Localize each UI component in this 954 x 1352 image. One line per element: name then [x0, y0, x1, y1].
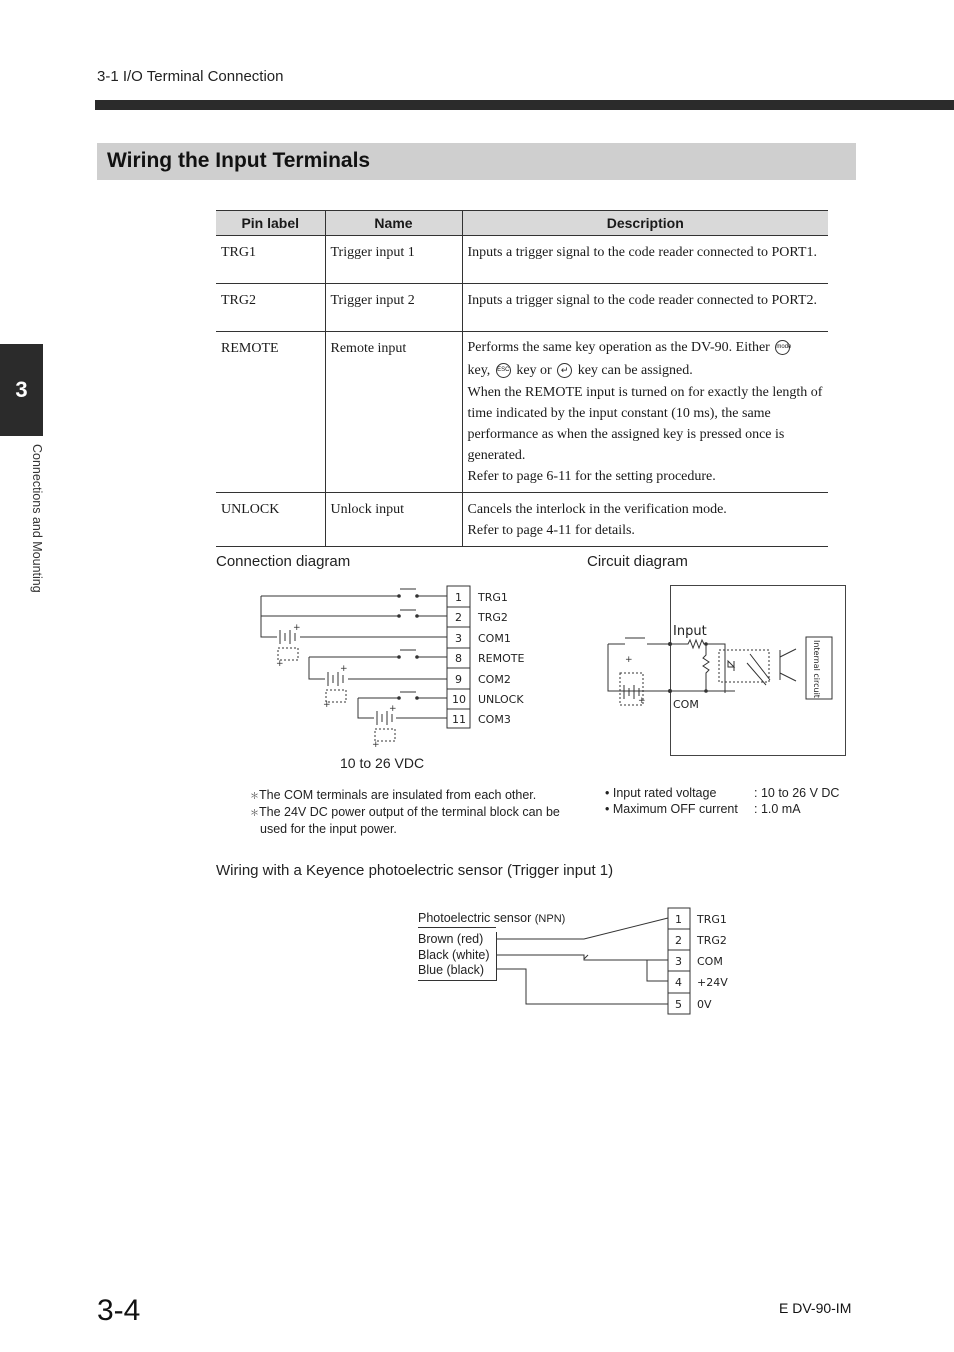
- internal-circuit-label: Internal circuit: [812, 640, 821, 698]
- spec-name: • Input rated voltage: [605, 786, 717, 800]
- description-text: Cancels the interlock in the verification mode.: [467, 502, 727, 517]
- terminal-number: 9: [455, 673, 462, 686]
- com-label: COM: [673, 698, 699, 711]
- svg-text:+: +: [323, 700, 331, 710]
- esc-key-icon: ESC: [496, 363, 511, 378]
- terminal-label: COM: [697, 955, 723, 968]
- voltage-label: 10 to 26 VDC: [340, 755, 425, 771]
- table-row: [216, 236, 828, 284]
- wire-label: Blue (black): [418, 963, 484, 977]
- document-id: E DV-90-IM: [779, 1300, 852, 1316]
- sensor-box-top: [418, 927, 496, 928]
- note-text: The COM terminals are insulated from each other.: [259, 788, 537, 802]
- pin-table: [216, 210, 828, 547]
- connection-diagram-caption: Connection diagram: [216, 553, 351, 570]
- note-text: The 24V DC power output of the terminal block can be used for the input power.: [259, 805, 560, 836]
- sensor-wiring-diagram: [496, 905, 736, 1020]
- description-cell: [462, 493, 828, 547]
- spec-name: • Maximum OFF current: [605, 802, 738, 816]
- column-header: Name: [325, 211, 462, 236]
- input-label: Input: [673, 624, 707, 639]
- terminal-number: 11: [452, 713, 466, 726]
- section-title: Wiring the Input Terminals: [107, 149, 371, 172]
- section-banner: [97, 143, 856, 180]
- name-cell: Trigger input 2: [325, 284, 462, 332]
- svg-text:+: +: [625, 655, 633, 665]
- table-row: [216, 284, 828, 332]
- sensor-type: (NPN): [534, 913, 566, 925]
- pin-cell: UNLOCK: [216, 493, 325, 547]
- running-header: 3-1 I/O Terminal Connection: [97, 68, 284, 85]
- terminal-number: 4: [675, 976, 682, 989]
- terminal-label: TRG2: [697, 934, 727, 947]
- table-header-row: [216, 211, 828, 236]
- terminal-label: TRG2: [478, 611, 508, 624]
- terminal-label: 0V: [697, 998, 712, 1011]
- svg-text:+: +: [389, 704, 397, 714]
- name-cell: Trigger input 1: [325, 236, 462, 284]
- terminal-label: COM1: [478, 632, 511, 645]
- mode-key-icon: mode: [775, 340, 790, 355]
- description-text: When the REMOTE input is turned on for exactly the length of time indicated by the input constant (10 ms), the same performance as when the assigned key is pressed once is generated.: [467, 385, 823, 463]
- circuit-diagram: [600, 615, 840, 715]
- description-text: Refer to page 4-11 for details.: [467, 523, 635, 538]
- pin-cell: TRG1: [216, 236, 325, 284]
- circuit-specs: [605, 785, 855, 817]
- description-cell: Inputs a trigger signal to the code reader connected to PORT1.: [462, 236, 828, 284]
- terminal-number: 1: [675, 913, 682, 926]
- note-item: ＊The COM terminals are insulated from each other.: [250, 788, 537, 802]
- connection-notes: [250, 787, 575, 837]
- spec-row: [605, 801, 855, 817]
- terminal-number: 10: [452, 693, 466, 706]
- terminal-number: 8: [455, 652, 462, 665]
- terminal-label: +24V: [697, 976, 728, 989]
- terminal-number: 3: [675, 955, 682, 968]
- column-header: Pin label: [216, 211, 325, 236]
- wire-label: Brown (red): [418, 932, 484, 946]
- description-text: Performs the same key operation as the DV-90. Either: [467, 340, 770, 355]
- note-item: ＊The 24V DC power output of the terminal block can be used for the input power.: [250, 805, 560, 836]
- svg-text:+: +: [293, 623, 301, 633]
- chapter-tab: 3: [0, 344, 43, 436]
- svg-text:+: +: [276, 659, 284, 669]
- svg-text:+: +: [340, 664, 348, 674]
- connection-diagram: [250, 583, 540, 753]
- wire-label: Black (white): [418, 947, 490, 962]
- terminal-label: UNLOCK: [478, 693, 524, 706]
- svg-text:+: +: [638, 696, 646, 706]
- spec-value: : 1.0 mA: [754, 802, 801, 816]
- terminal-label: COM2: [478, 673, 511, 686]
- spec-row: [605, 785, 855, 801]
- description-cell: [462, 332, 828, 493]
- sensor-wiring-caption: Wiring with a Keyence photoelectric sensor (Trigger input 1): [216, 862, 614, 879]
- terminal-number: 2: [455, 611, 462, 624]
- table-row: [216, 493, 828, 547]
- terminal-number: 3: [455, 632, 462, 645]
- description-text: key can be assigned.: [577, 363, 693, 378]
- pin-cell: REMOTE: [216, 332, 325, 493]
- svg-text:+: +: [372, 740, 380, 750]
- terminal-number: 5: [675, 998, 682, 1011]
- sensor-name: Photoelectric sensor: [418, 911, 532, 925]
- terminal-label: COM3: [478, 713, 511, 726]
- name-cell: Unlock input: [325, 493, 462, 547]
- terminal-label: TRG1: [478, 591, 508, 604]
- spec-value: : 10 to 26 V DC: [754, 786, 840, 800]
- chapter-label: Connections and Mounting: [30, 444, 44, 593]
- pin-cell: TRG2: [216, 284, 325, 332]
- page-number: 3-4: [97, 1294, 141, 1327]
- circuit-diagram-caption: Circuit diagram: [587, 553, 688, 570]
- name-cell: Remote input: [325, 332, 462, 493]
- terminal-number: 1: [455, 591, 462, 604]
- terminal-number: 2: [675, 934, 682, 947]
- header-rule: [95, 100, 954, 110]
- sensor-wires: [418, 932, 497, 981]
- terminal-label: REMOTE: [478, 652, 525, 665]
- enter-key-icon: ↵: [557, 363, 572, 378]
- description-text: key or: [516, 363, 552, 378]
- table-row: [216, 332, 828, 493]
- column-header: Description: [462, 211, 828, 236]
- description-text: key,: [467, 363, 491, 378]
- terminal-label: TRG1: [697, 913, 727, 926]
- description-cell: Inputs a trigger signal to the code reader connected to PORT2.: [462, 284, 828, 332]
- description-text: Refer to page 6-11 for the setting procedure.: [467, 469, 716, 484]
